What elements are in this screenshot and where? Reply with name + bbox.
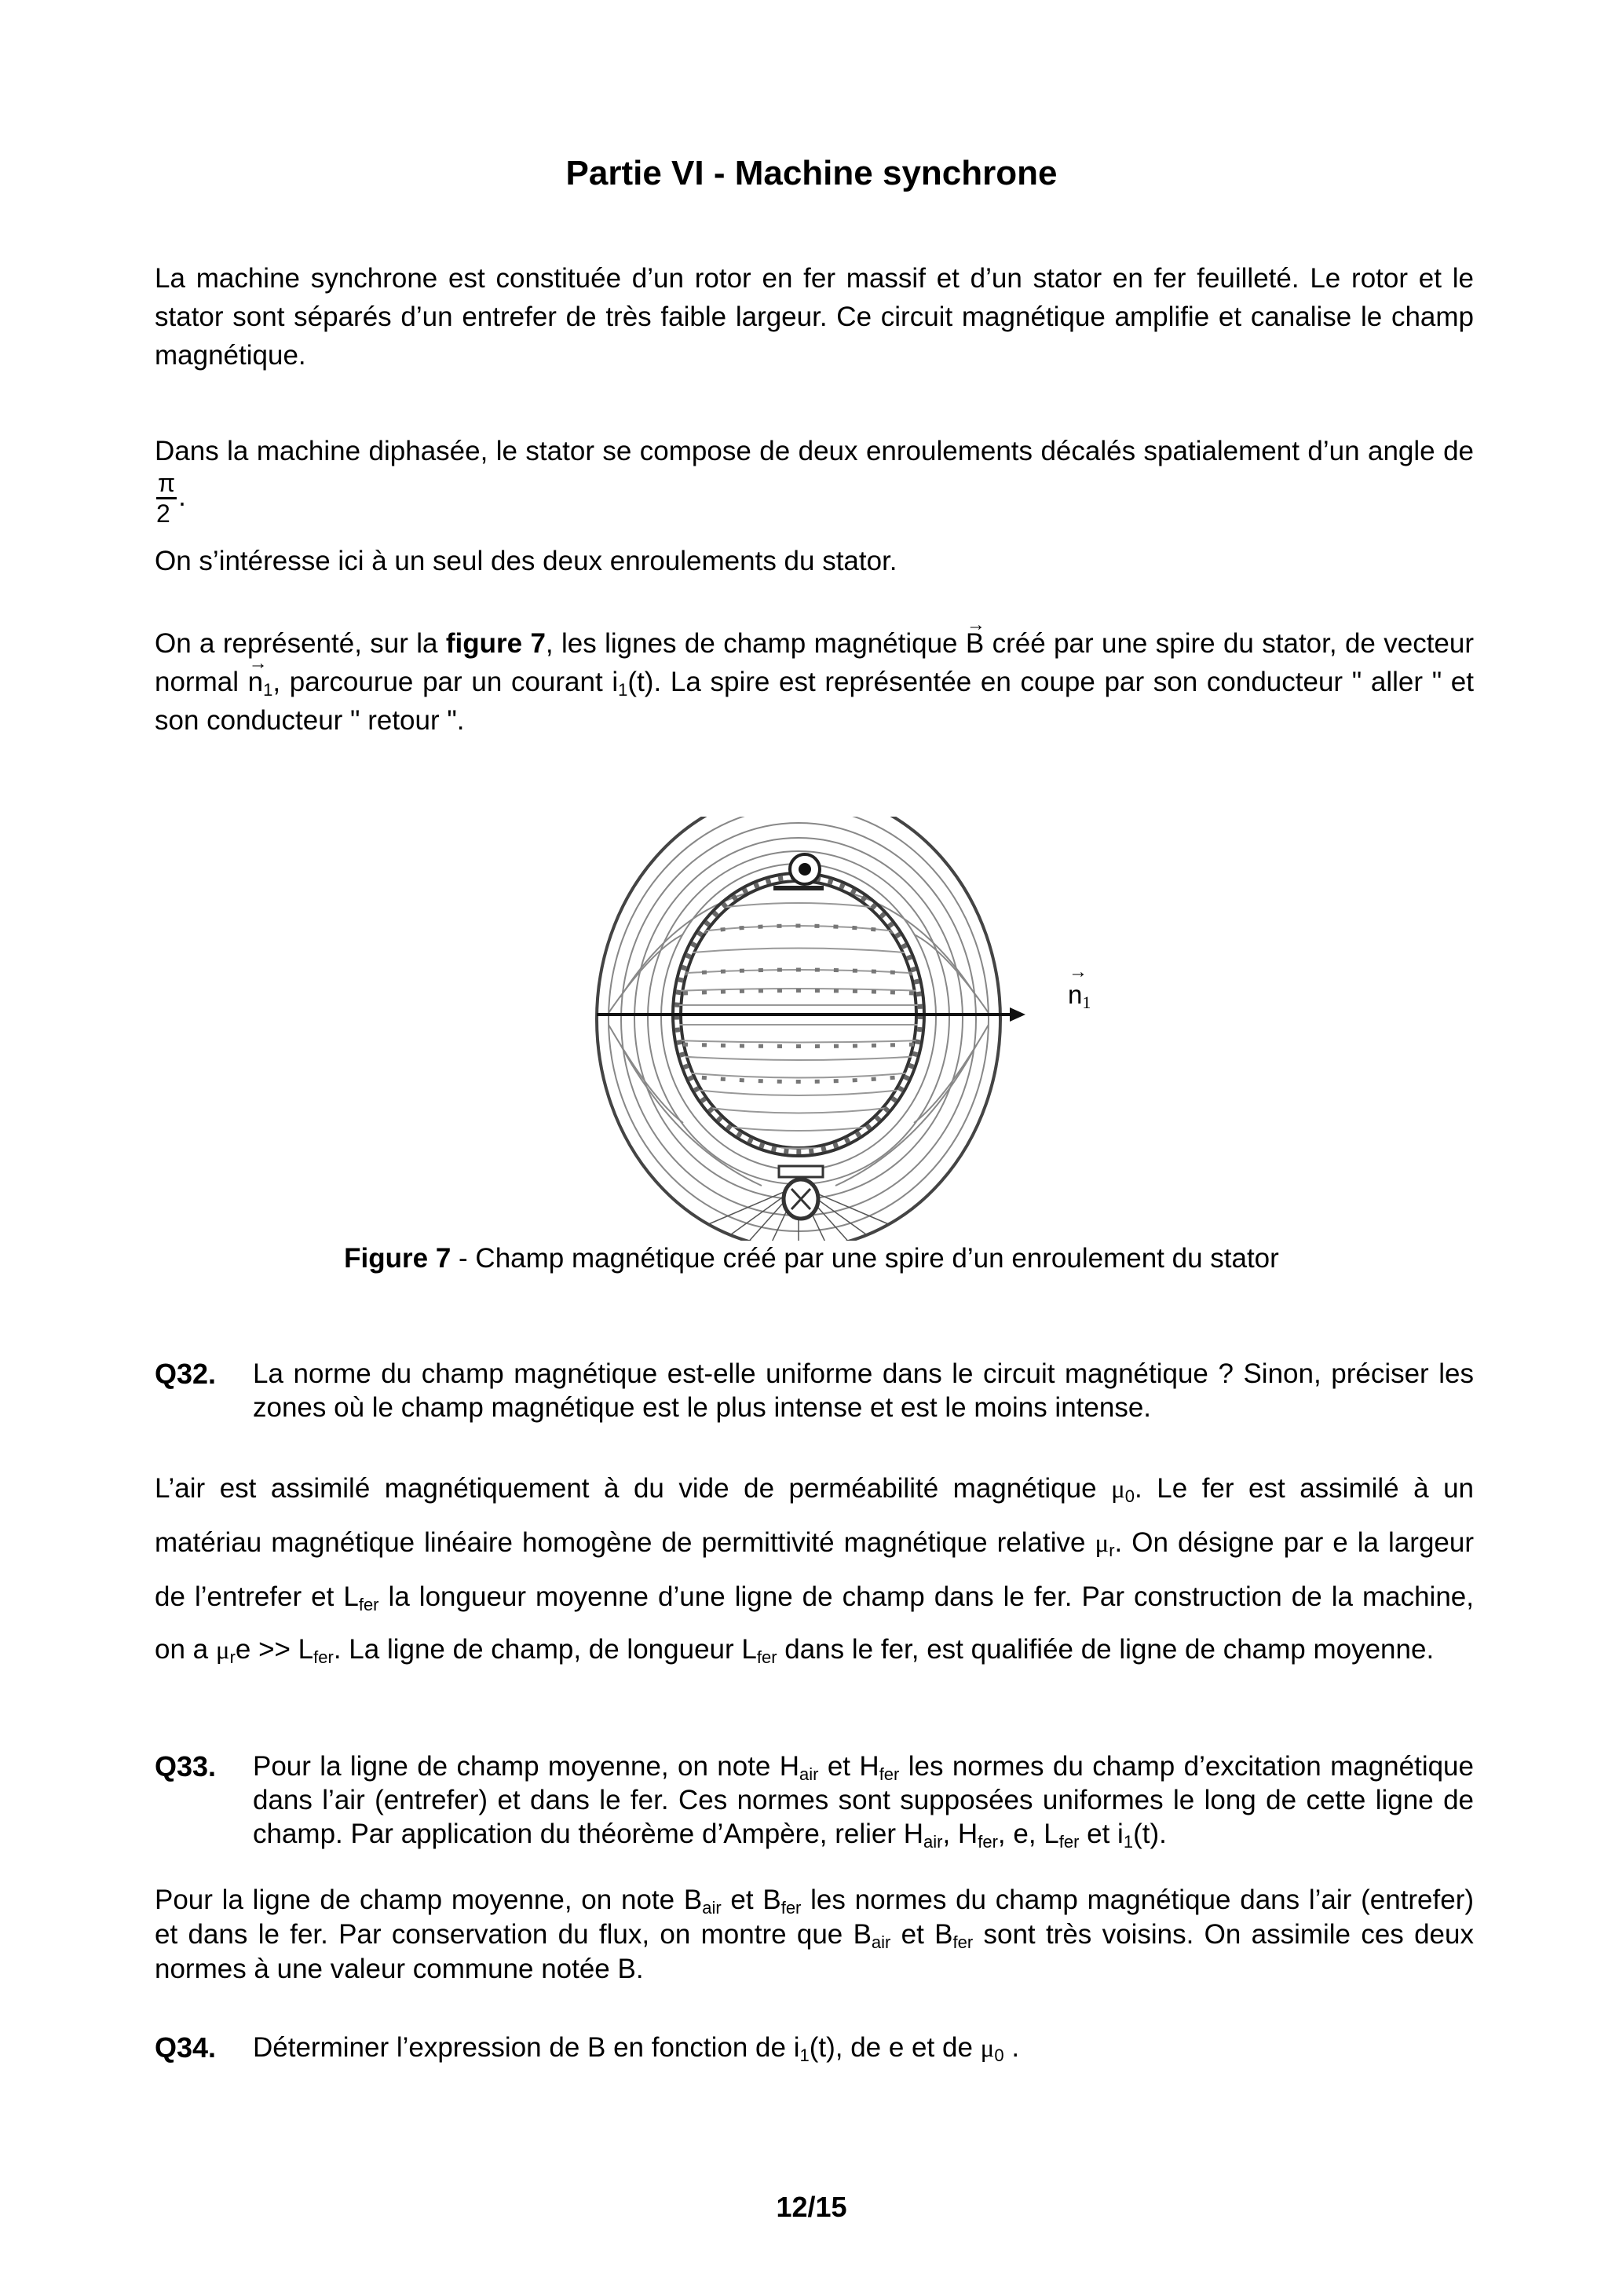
vector-B: → B bbox=[966, 624, 984, 663]
figure-intro-paragraph: On a représenté, sur la figure 7, les lignes de champ magnétique → B créé par une spire du stator, de vecteur normal → $n_1$, parcourue par un courant $i_1(t)$. La spire est représentée en coupe par son conducteur " aller " et son conducteur " retour ". bbox=[155, 624, 1474, 740]
figure-reference: figure 7 bbox=[445, 628, 546, 659]
intro-paragraph: La machine synchrone est constituée d’un rotor en fer massif et d’un stator en fer feuilleté. Le rotor et le stator sont séparés d’un entrefer de très faible largeur. Ce circuit magnétique amplifie et canalise le champ magnétique. bbox=[155, 263, 1474, 371]
conductor-retour-cross-icon bbox=[779, 1166, 823, 1219]
figure-7-field-lines bbox=[565, 817, 1115, 1241]
page-number: 12/15 bbox=[776, 2191, 847, 2223]
materials-paragraph: L’air est assimilé magnétiquement à du vide de perméabilité magnétique $\mu_0$. Le fer est assimilé à un matériau magnétique linéaire homogène de permittivité magnétique relative $\mu_r$. On désigne par e la largeur de l’entrefer et $L_{fer}$ la longueur moyenne d’une ligne de champ dans le fer. Par construction de la machine, on a $\mu_re >> L_{fer}$. La ligne de champ, de longueur $L_{fer}$ dans le fer, est qualifiée de ligne de champ moyenne. bbox=[155, 1473, 1475, 1667]
flux-paragraph: Pour la ligne de champ moyenne, on note $B_{air}$ et $B_{fer}$ les normes du champ magnétique dans l’air (entrefer) et dans le fer. Par conservation du flux, on montre que $B_{air}$ et $B_{fer}$ sont très voisins. On assimile ces deux normes à une valeur commune notée B. bbox=[155, 1885, 1475, 1984]
question-number: Q32. bbox=[155, 1358, 217, 1390]
conductor-aller-dot-icon bbox=[773, 854, 824, 890]
question-q34: Q34. Déterminer l’expression de B en fonction de $i_1(t)$, de e et de $\mu_0$ . bbox=[155, 2031, 1020, 2065]
question-q32: Q32. La norme du champ magnétique est-elle uniforme dans le circuit magnétique ? Sinon, préciser les zones où le champ magnétique est le plus intense et est le moins intense. bbox=[155, 1358, 1474, 1423]
single-winding-paragraph: On s’intéresse ici à un seul des deux enroulements du stator. bbox=[155, 546, 897, 576]
question-number: Q33. bbox=[155, 1750, 217, 1782]
vector-n1: → n bbox=[248, 663, 263, 701]
diphase-paragraph: Dans la machine diphasée, le stator se compose de deux enroulements décalés spatialement d’un angle de $\frac{\pi}{2}$ . bbox=[155, 436, 1474, 528]
vector-n1-label: → $n_1$ bbox=[1068, 980, 1091, 1010]
question-q33: Q33. Pour la ligne de champ moyenne, on note $H_{air}$ et $H_{fer}$ les normes du champ d’excitation magnétique dans l’air (entrefer) et dans le fer. Ces normes sont supposées uniformes le long de cette ligne de champ. Par application du théorème d’Ampère, relier $H_{air}$, $H_{fer}$, e, $L_{fer}$ et $i_1(t)$. bbox=[155, 1750, 1474, 1852]
question-number: Q34. bbox=[155, 2031, 217, 2064]
figure-caption: Figure 7 - Champ magnétique créé par une spire d’un enroulement du stator bbox=[344, 1243, 1279, 1274]
magnetic-field-diagram bbox=[565, 817, 1115, 1241]
section-title: Partie VI - Machine synchrone bbox=[565, 154, 1058, 192]
pi-over-2-fraction: $\frac{\pi}{2}$ bbox=[156, 469, 176, 528]
